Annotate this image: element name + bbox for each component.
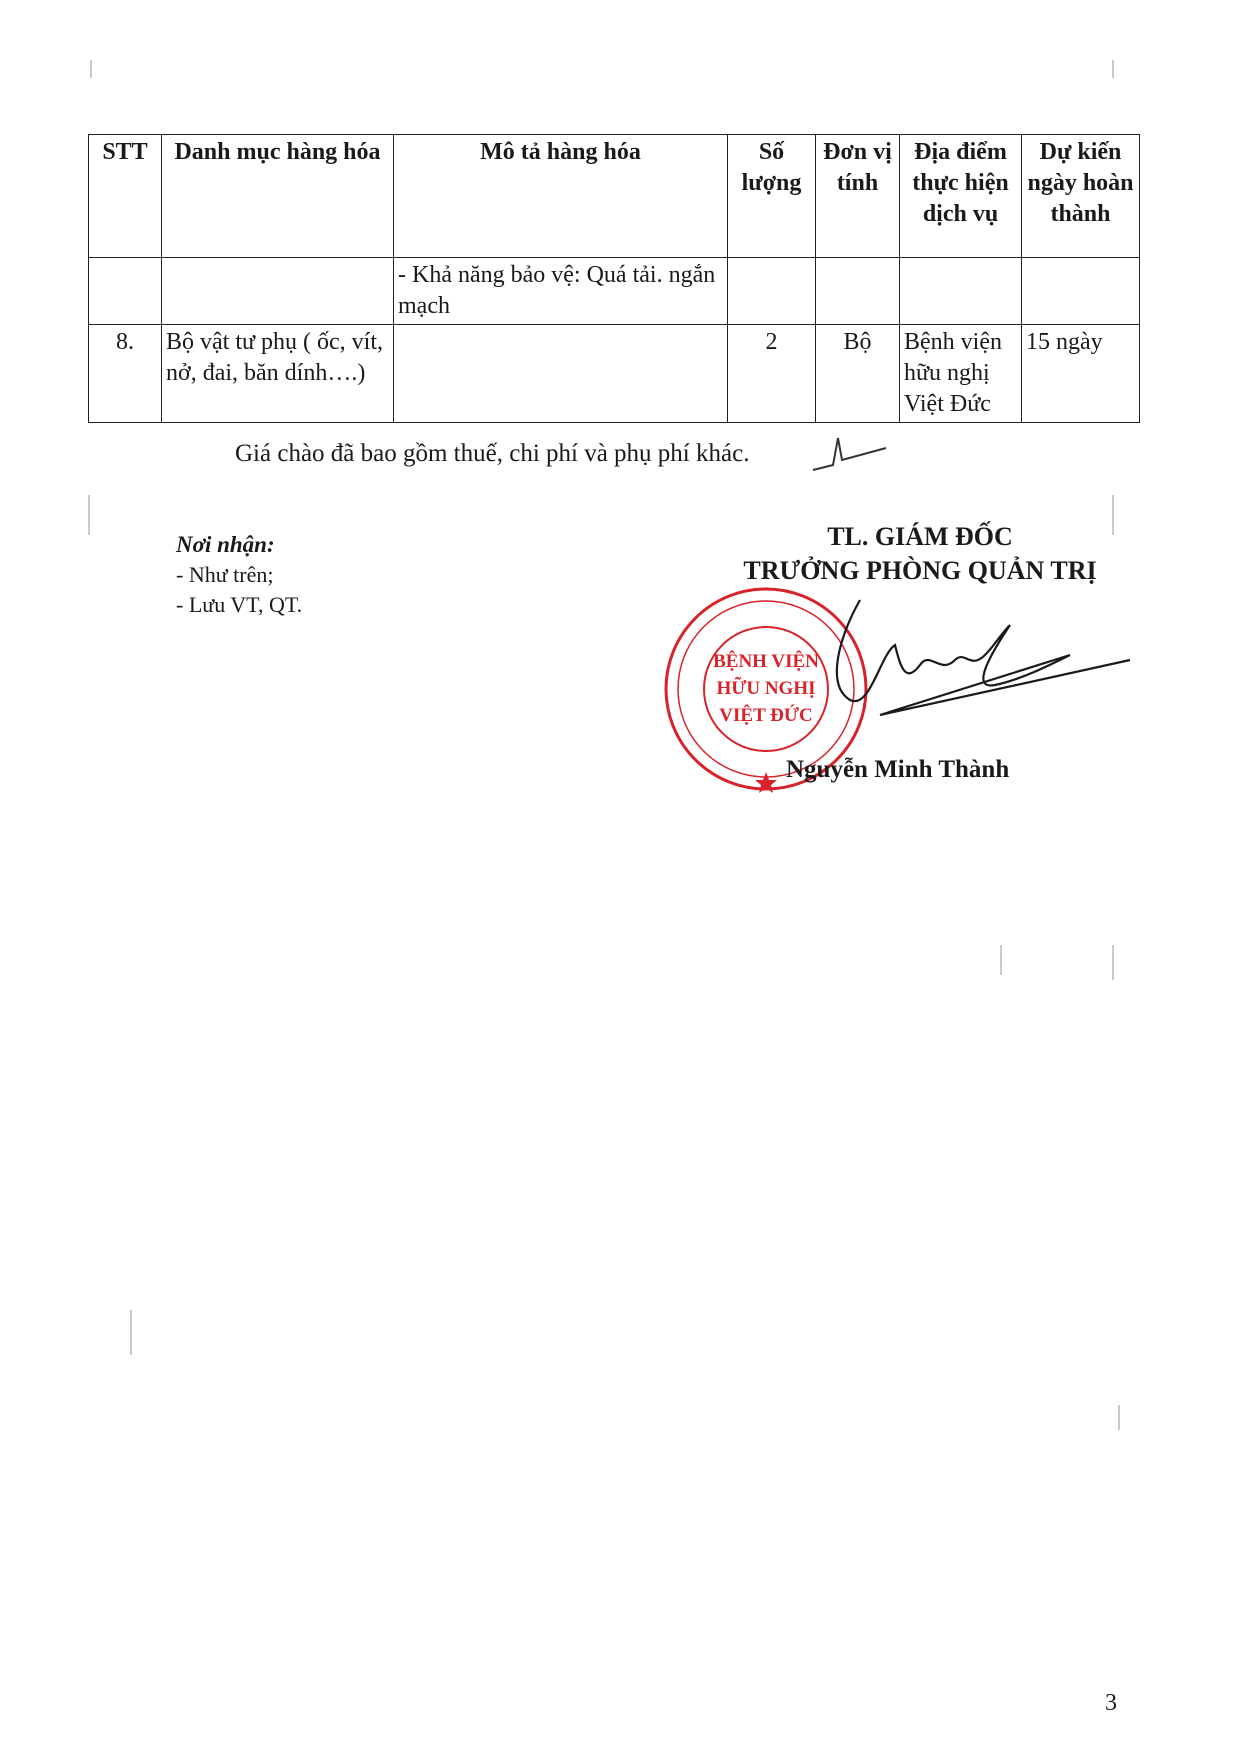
header-description: Mô tả hàng hóa: [394, 135, 728, 258]
scan-artifact: [1112, 495, 1114, 535]
cell-quantity: 2: [728, 325, 816, 423]
initial-mark-icon: [808, 430, 888, 490]
cell-description: - Khả năng bảo vệ: Quá tải. ngắn mạch: [394, 258, 728, 325]
header-completion: Dự kiến ngày hoàn thành: [1022, 135, 1140, 258]
table-header-row: [89, 135, 1140, 258]
cell-completion: [1022, 258, 1140, 325]
handwritten-signature-icon: [820, 595, 1140, 725]
stamp-line1: BỆNH VIỆN: [713, 651, 819, 672]
cell-stt: [89, 258, 162, 325]
scan-artifact: [1000, 945, 1002, 975]
cell-location: [900, 258, 1022, 325]
cell-unit: Bộ: [816, 325, 900, 423]
header-category: Danh mục hàng hóa: [162, 135, 394, 258]
scan-artifact: [1112, 945, 1114, 980]
table-row: [89, 258, 1140, 325]
signer-name: Nguyễn Minh Thành: [786, 756, 1010, 783]
cell-category: [162, 258, 394, 325]
cell-category: Bộ vật tư phụ ( ốc, vít, nở, đai, băn dính….): [162, 325, 394, 423]
recipient-item: - Lưu VT, QT.: [176, 592, 303, 617]
cell-unit: [816, 258, 900, 325]
header-location: Địa điểm thực hiện dịch vụ: [900, 135, 1022, 258]
cell-completion: 15 ngày: [1022, 325, 1140, 423]
header-quantity: Số lượng: [728, 135, 816, 258]
stamp-line3: VIỆT ĐỨC: [719, 705, 813, 726]
scan-artifact: [1112, 60, 1114, 78]
scan-artifact: [130, 1310, 132, 1355]
scan-artifact: [1118, 1405, 1120, 1430]
scan-artifact: [88, 495, 90, 535]
signature-title-block: [700, 520, 1140, 588]
sign-title-line2: TRƯỞNG PHÒNG QUẢN TRỊ: [743, 556, 1097, 585]
goods-table: [88, 134, 1140, 423]
header-stt: STT: [89, 135, 162, 258]
page-number: 3: [1105, 1690, 1117, 1716]
cell-location: Bệnh viện hữu nghị Việt Đức: [900, 325, 1022, 423]
scan-artifact: [90, 60, 92, 78]
price-note: Giá chào đã bao gồm thuế, chi phí và phụ phí khác.: [235, 440, 750, 467]
cell-description: [394, 325, 728, 423]
cell-stt: 8.: [89, 325, 162, 423]
recipients-title: Nơi nhận:: [176, 532, 275, 557]
table-row: [89, 325, 1140, 423]
sign-title-line1: TL. GIÁM ĐỐC: [827, 522, 1013, 551]
recipient-item: - Như trên;: [176, 562, 274, 587]
recipients-block: [176, 530, 302, 620]
stamp-line2: HỮU NGHỊ: [716, 678, 816, 699]
cell-quantity: [728, 258, 816, 325]
header-unit: Đơn vị tính: [816, 135, 900, 258]
